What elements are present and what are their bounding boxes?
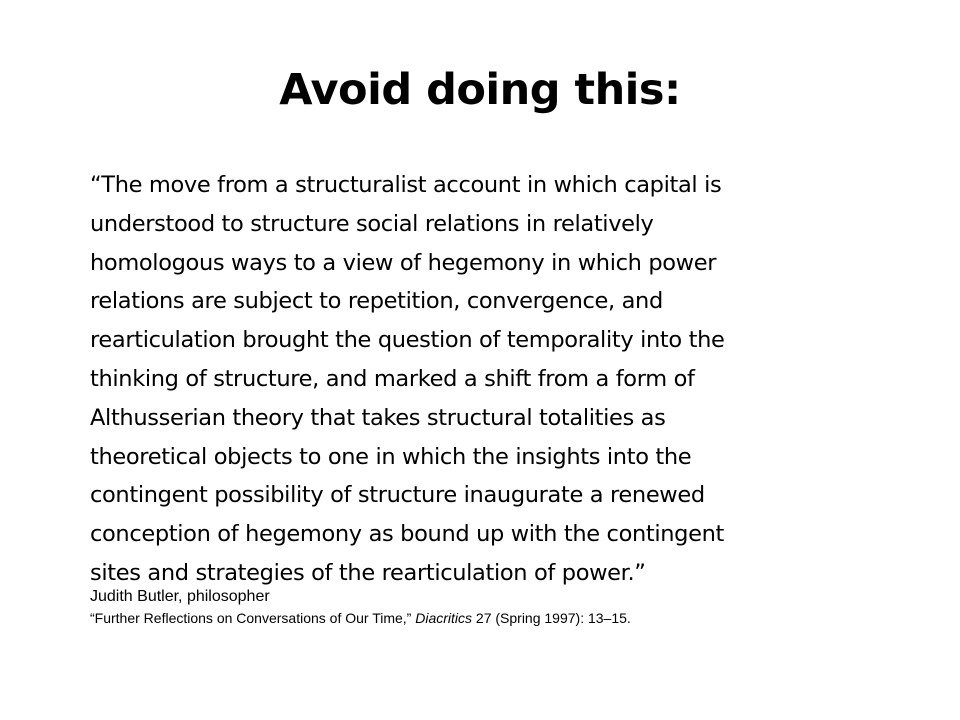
quote-line: thinking of structure, and marked a shift from a form of — [90, 365, 695, 392]
quote-line: sites and strategies of the rearticulation of power.” — [90, 559, 646, 586]
quote-line: conception of hegemony as bound up with the contingent — [90, 521, 724, 548]
quote-line: “The move from a structuralist account in which capital is — [90, 172, 722, 198]
source-journal-name: Diacritics — [415, 610, 473, 626]
quote-line: contingent possibility of structure inaugurate a renewed — [90, 482, 705, 509]
quote-line: understood to structure social relations in relatively — [90, 210, 654, 237]
quote-line: Althusserian theory that takes structural totalities as — [90, 404, 666, 431]
quote-text — [90, 166, 870, 593]
quote-line: theoretical objects to one in which the insights into the — [90, 443, 692, 470]
slide-title: Avoid doing this: — [279, 65, 681, 115]
quote-line: rearticulation brought the question of temporality into the — [90, 327, 725, 354]
attribution — [90, 586, 880, 628]
source-article-title: “Further Reflections on Conversations of Our Time,” — [90, 610, 416, 626]
quote-author: Judith Butler, philosopher — [90, 588, 270, 605]
quote-line: relations are subject to repetition, convergence, and — [90, 288, 663, 315]
quote-source-citation — [90, 608, 880, 628]
quote-line: homologous ways to a view of hegemony in which power — [90, 249, 717, 276]
source-publication-details: 27 (Spring 1997): 13–15. — [472, 610, 631, 626]
